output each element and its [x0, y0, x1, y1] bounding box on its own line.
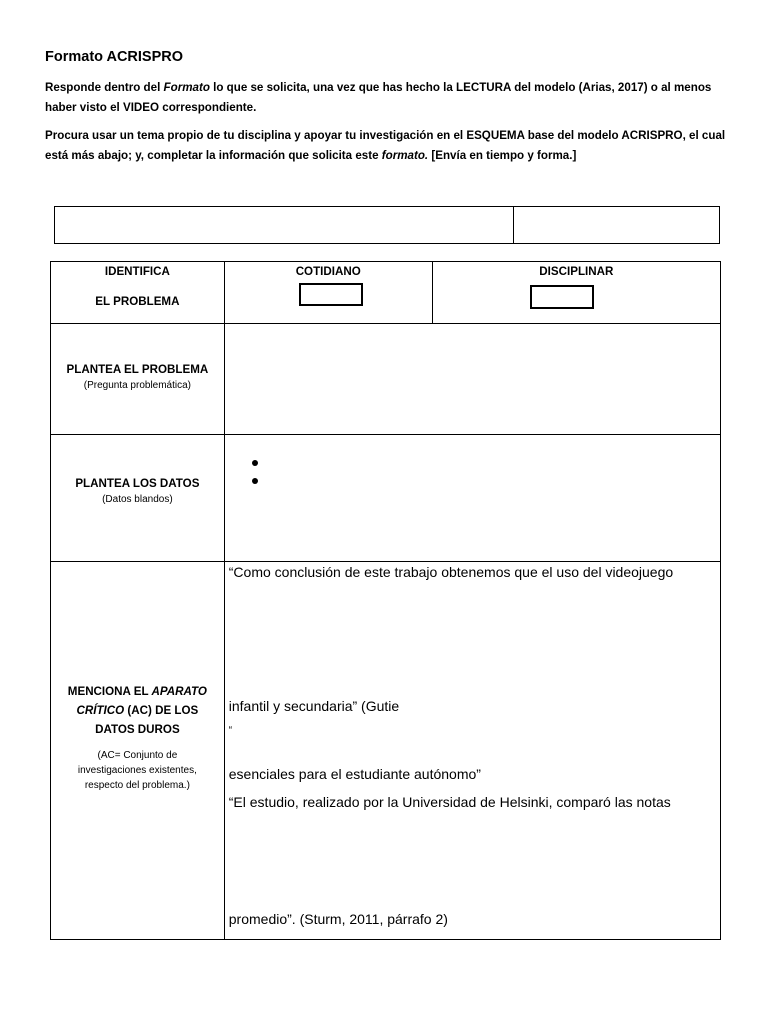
instructions-paragraph-1: Responde dentro del Formato lo que se solicita, una vez que has hecho la LECTURA del modelo (Arias, 2017) o al menos haber visto el VIDEO correspondiente.	[45, 81, 712, 114]
cotidiano-label: COTIDIANO	[295, 265, 361, 278]
disciplinar-label: DISCIPLINAR	[539, 265, 614, 278]
quote-line: esenciales para el estudiante autónomo”	[228, 766, 481, 782]
bullet-point	[252, 478, 258, 484]
bullet-point	[252, 460, 258, 466]
aparato-critico-sublabel-2: investigaciones existentes,	[77, 765, 197, 776]
quote-line: infantil y secundaria” (Gutie	[228, 698, 400, 714]
cotidiano-checkbox[interactable]	[299, 283, 363, 306]
quote-line: “	[228, 725, 233, 736]
aparato-critico-sublabel-3: respecto del problema.)	[84, 780, 190, 791]
identifica-label-line2: EL PROBLEMA	[95, 295, 180, 308]
aparato-critico-cell	[51, 562, 225, 940]
acrispro-table	[50, 261, 721, 940]
plantea-problema-cell	[51, 324, 225, 435]
plantea-datos-answer[interactable]	[224, 435, 720, 562]
plantea-problema-label: PLANTEA EL PROBLEMA	[66, 363, 209, 376]
header-info-box-divider	[513, 207, 514, 243]
quote-line: “Como conclusión de este trabajo obtenemos que el uso del videojuego	[228, 564, 674, 580]
aparato-critico-label-line2: CRÍTICO (AC) DE LOS	[76, 704, 199, 717]
plantea-datos-sublabel: (Datos blandos)	[102, 494, 173, 505]
aparato-critico-answer[interactable]	[224, 562, 720, 940]
cotidiano-cell	[224, 262, 432, 324]
aparato-critico-label-line1: MENCIONA EL APARATO	[67, 685, 207, 698]
identifica-cell	[51, 262, 225, 324]
plantea-problema-sublabel: (Pregunta problemática)	[83, 380, 192, 391]
quote-line: promedio”. (Sturm, 2011, párrafo 2)	[228, 911, 448, 927]
disciplinar-checkbox[interactable]	[530, 285, 594, 309]
plantea-datos-label: PLANTEA LOS DATOS	[75, 477, 200, 490]
quote-line: “El estudio, realizado por la Universidad de Helsinki, comparó las notas	[228, 794, 671, 810]
plantea-problema-answer[interactable]	[224, 324, 720, 435]
aparato-critico-label-line3: DATOS DUROS	[95, 723, 180, 736]
aparato-critico-sublabel-1: (AC= Conjunto de	[97, 750, 178, 761]
disciplinar-cell	[432, 262, 720, 324]
page-title: Formato ACRISPRO	[45, 49, 184, 65]
plantea-datos-cell	[51, 435, 225, 562]
identifica-label-line1: IDENTIFICA	[104, 265, 170, 278]
instructions-paragraph-2: Procura usar un tema propio de tu disciplina y apoyar tu investigación en el ESQUEMA base del modelo ACRISPRO, el cual está más abajo; y, completar la información que solicita este formato. [Envía en tiempo y forma.]	[45, 129, 726, 162]
header-info-box[interactable]	[54, 206, 720, 244]
